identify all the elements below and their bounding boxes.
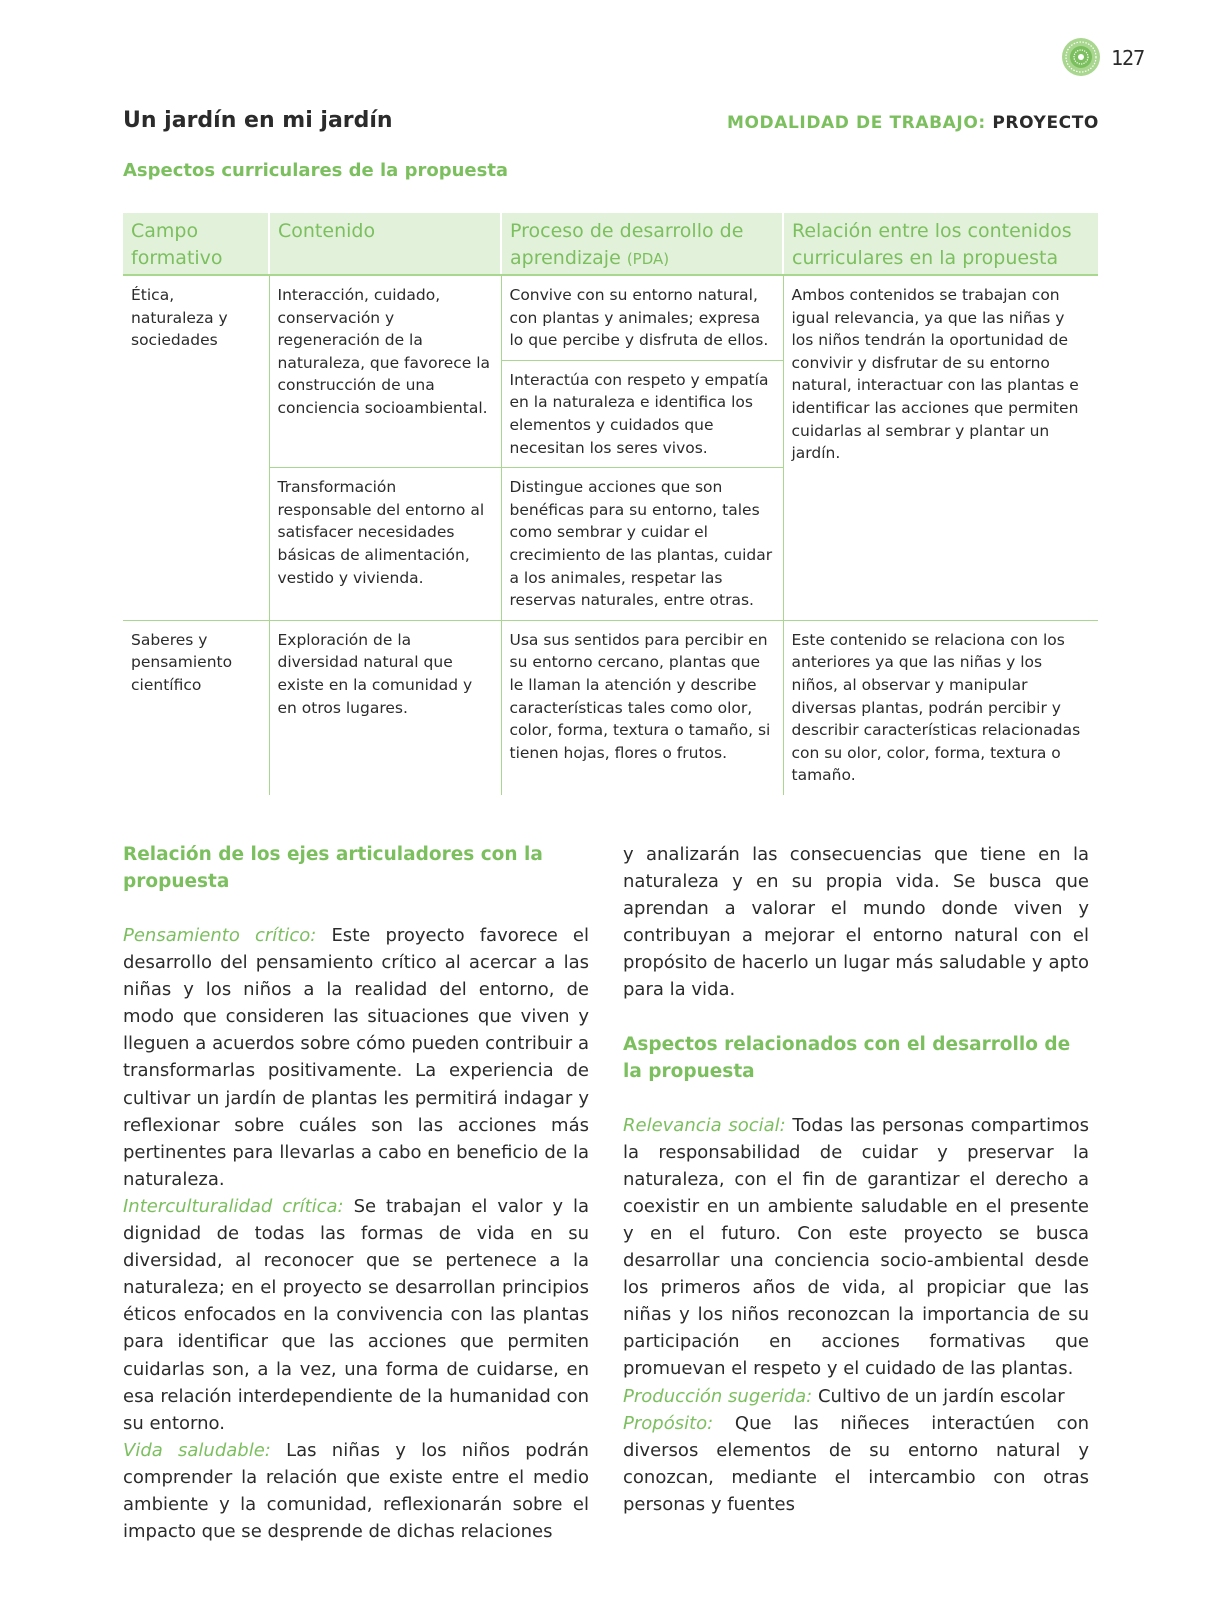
cell-contenido: Interacción, cuidado, conservación y regeneración de la naturaleza, que favorece la construcción de una conciencia socioambiental. [269, 275, 501, 468]
section-heading-aspectos: Aspectos relacionados con el desarrollo de la propuesta [623, 1033, 1071, 1082]
left-column [123, 841, 589, 1545]
right-column [623, 841, 1089, 1518]
header-campo: Campo formativo [123, 213, 269, 275]
flower-emblem-icon [1061, 37, 1101, 77]
text-pensamiento: Este proyecto favorece el desarrollo del pensamiento crítico al acercar a las niñas y los niños a la realidad del entorno, de modo que consideren las situaciones que viven y lleguen a acuerdos sobre cómo pueden contribuir a transformarlas positivamente. La experiencia de cultivar un jardín de plantas les permitirá indagar y reflexionar sobre cuáles son las acciones más pertinentes para llevarlas a cabo en beneficio de la naturaleza. [123, 925, 589, 1190]
cell-campo: Ética, naturaleza y sociedades [123, 275, 269, 620]
header-contenido: Contenido [269, 213, 501, 275]
paragraph-proposito [623, 1410, 1089, 1518]
label-pensamiento: Pensamiento crítico: [123, 925, 317, 946]
cell-campo: Saberes y pensamiento científico [131, 630, 233, 694]
cell-contenido: Exploración de la diversidad natural que existe en la comunidad y en otros lugares. [269, 620, 501, 795]
paragraph-pensamiento [123, 922, 589, 1193]
paragraph-vida-saludable-cont: y analizarán las consecuencias que tiene en la naturaleza y en su propia vida. Se busca que aprendan a valorar el mundo donde viven y contribuyan a mejorar el entorno natural con el propósito de hacerlo un lugar más saludable y apto para la vida. [623, 844, 1089, 1001]
paragraph-relevancia [623, 1112, 1089, 1383]
text-vida-saludable: Las niñas y los niños podrán comprender la relación que existe entre el medio ambiente y la comunidad, reflexionarán sobre el impacto que se desprende de dichas relaciones [123, 1439, 589, 1543]
cell-pda: Convive con su entorno natural, con plantas y animales; expresa lo que percibe y disfruta de ellos. [501, 275, 783, 360]
page-title: Un jardín en mi jardín [123, 108, 393, 133]
header-relacion: Relación entre los contenidos curriculares en la propuesta [783, 213, 1098, 275]
label-produccion: Producción sugerida: [623, 1385, 813, 1407]
text-relevancia: Todas las personas compartimos la responsabilidad de cuidar y preservar la naturaleza, con el fin de garantizar el derecho a coexistir en un ambiente saludable en el presente y en el futuro. Con este proyecto se busca desarrollar una conciencia socio-ambiental desde los primeros años de vida, al propiciar que las niñas y los niños reconozcan la importancia de su participación en acciones formativas que promuevan el respeto y el cuidado de las plantas. [623, 1114, 1089, 1380]
header-pda [501, 213, 783, 275]
header-pda-abbr: (PDA) [626, 250, 670, 268]
cell-relacion: Ambos contenidos se trabajan con igual relevancia, ya que las niñas y los niños tendrán la oportunidad de convivir y disfrutar de su entorno natural, interactuar con las plantas e identificar las acciones que permiten cuidarlas al sembrar y plantar un jardín. [783, 275, 1098, 620]
label-relevancia: Relevancia social: [623, 1114, 786, 1136]
text-interculturalidad: Se trabajan el valor y la dignidad de todas las formas de vida en su diversidad, al reconocer que se pertenece a la naturaleza; en el proyecto se desarrollan principios éticos enfocados en la convivencia con las plantas para identificar que las acciones que permiten cuidarlas son, a la vez, una forma de cuidarse, en esa relación interdependiente de la humanidad con su entorno. [123, 1195, 589, 1434]
cell-pda: Usa sus sentidos para percibir en su entorno cercano, plantas que le llaman la atención y describe características tales como olor, color, forma, textura o tamaño, si tienen hojas, flores o frutos. [501, 620, 783, 795]
text-produccion: Cultivo de un jardín escolar [817, 1385, 1065, 1407]
page-number: 127 [1111, 46, 1145, 70]
paragraph-produccion [623, 1383, 1089, 1410]
modality-label: MODALIDAD DE TRABAJO: [726, 113, 986, 133]
cell-contenido: Transformación responsable del entorno al satisfacer necesidades básicas de alimentación, vestido y vivienda. [269, 468, 501, 621]
section-heading-curricular: Aspectos curriculares de la propuesta [123, 160, 509, 181]
table-row [123, 620, 1098, 795]
curricular-table [123, 213, 1098, 795]
cell-pda: Interactúa con respeto y empatía en la naturaleza e identifica los elementos y cuidados que necesitan los seres vivos. [501, 360, 783, 467]
cell-pda: Distingue acciones que son benéficas para su entorno, tales como sembrar y cuidar el crecimiento de las plantas, cuidar a los animales, respetar las reservas naturales, entre otras. [501, 468, 783, 621]
paragraph-vida-saludable [123, 1437, 589, 1545]
label-vida-saludable: Vida saludable: [123, 1439, 271, 1461]
work-modality [727, 113, 1099, 133]
header-pda-text: Proceso de desarrollo de aprendizaje [510, 220, 744, 269]
label-proposito: Propósito: [623, 1412, 714, 1434]
table-row [123, 275, 1098, 360]
text-proposito: Que las niñeces interactúen con diversos elementos de su entorno natural y conozcan, mediante el intercambio con otras personas y fuentes [623, 1412, 1089, 1515]
table-header-row [123, 213, 1098, 275]
cell-relacion: Este contenido se relaciona con los anteriores ya que las niñas y los niños, al observar y manipular diversas plantas, podrán percibir y describir características relacionadas con su olor, color, forma, textura o tamaño. [783, 620, 1098, 795]
label-interculturalidad: Interculturalidad crítica: [123, 1195, 344, 1217]
paragraph-interculturalidad [123, 1193, 589, 1437]
modality-value: PROYECTO [992, 113, 1099, 133]
section-heading-ejes: Relación de los ejes articuladores con la propuesta [123, 844, 543, 892]
